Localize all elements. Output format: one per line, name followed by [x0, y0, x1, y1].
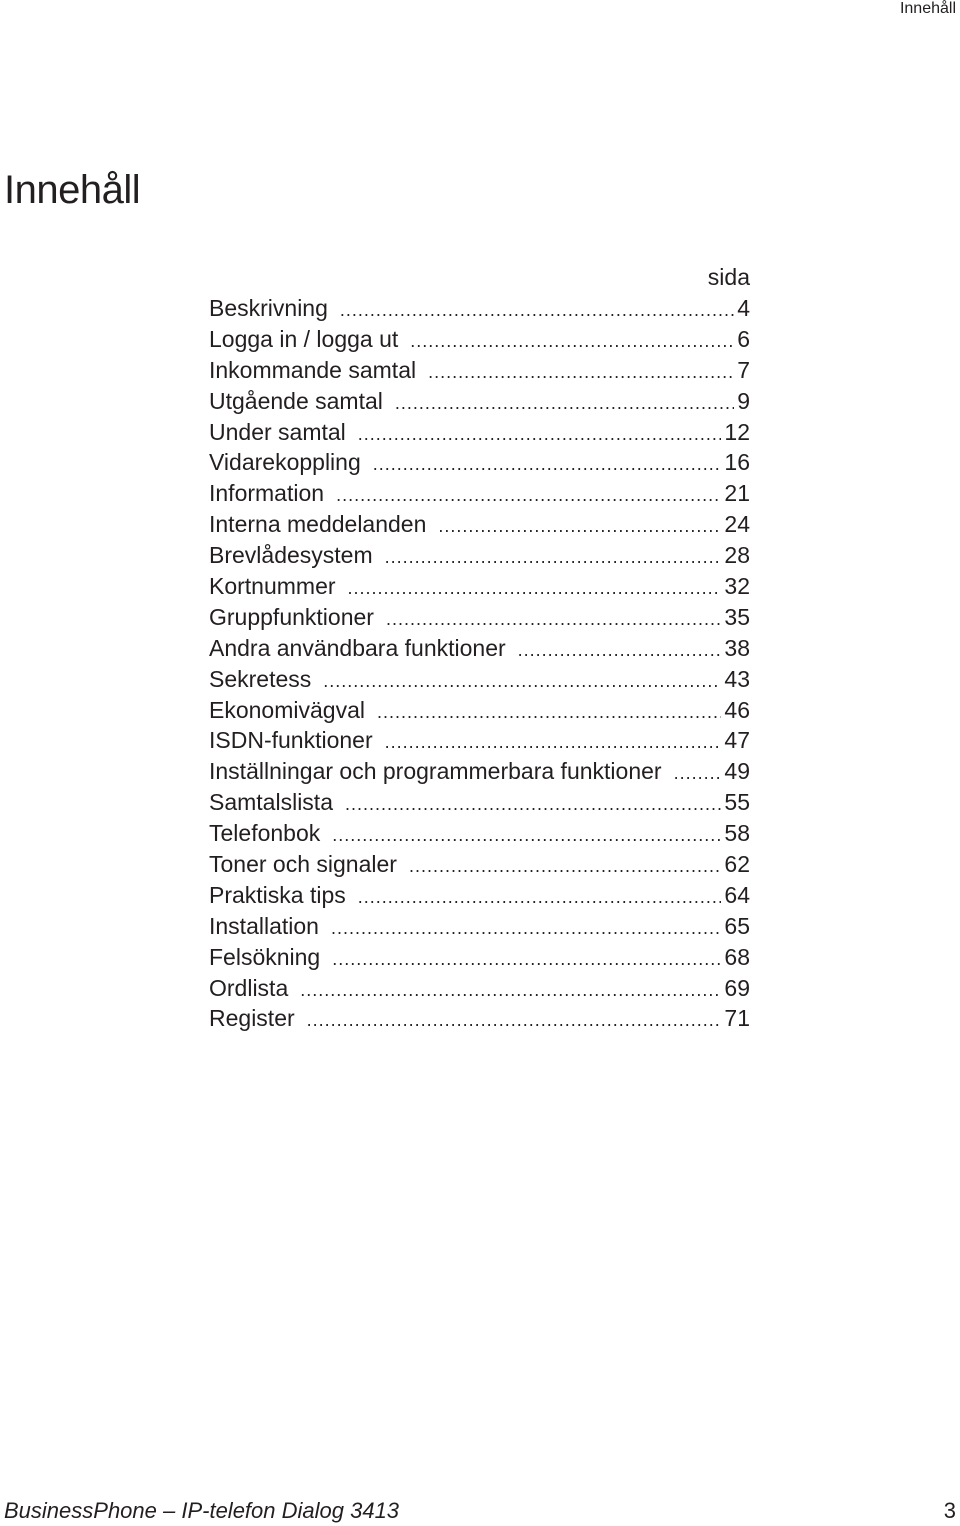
toc-leader-dots — [385, 727, 722, 756]
toc-column-header: sida — [707, 264, 750, 290]
toc-entry-label: Ordlista — [209, 974, 289, 1001]
toc-entry[interactable] — [209, 540, 750, 571]
toc-entry-page: 49 — [724, 758, 750, 785]
toc-leader-dots — [395, 388, 734, 417]
toc-entry-page: 38 — [724, 634, 750, 661]
toc-leader-dots — [386, 604, 721, 633]
toc-entry-page: 7 — [737, 356, 750, 383]
toc-leader-dots — [348, 573, 722, 602]
toc-leader-dots — [410, 326, 734, 355]
toc-entry[interactable] — [209, 509, 750, 540]
toc-leader-dots — [377, 697, 721, 726]
toc-entry-label: Toner och signaler — [209, 851, 397, 878]
toc-entry-page: 4 — [737, 295, 750, 321]
toc-entry-label: Interna meddelanden — [209, 511, 427, 538]
toc-entry[interactable] — [209, 386, 750, 417]
toc-entry-page: 32 — [724, 573, 750, 600]
toc-entry[interactable] — [209, 911, 750, 942]
toc-entry-page: 71 — [724, 1005, 750, 1032]
toc-entry[interactable] — [209, 880, 750, 911]
toc-entry[interactable] — [209, 571, 750, 602]
toc-entry-page: 9 — [737, 387, 750, 414]
toc-leader-dots — [340, 295, 734, 324]
toc-entry-label: Information — [209, 480, 325, 507]
toc-entry[interactable] — [209, 602, 750, 633]
toc-entry[interactable] — [209, 478, 750, 509]
toc-entry[interactable] — [209, 849, 750, 880]
toc-leader-dots — [331, 913, 721, 942]
toc-entry-label: Under samtal — [209, 418, 346, 445]
toc-entry-page: 16 — [724, 449, 750, 476]
toc-entry-page: 35 — [724, 603, 750, 630]
toc-entry-label: ISDN-funktioner — [209, 727, 373, 754]
toc-entry-label: Felsökning — [209, 943, 321, 970]
toc-entry-label: Kortnummer — [209, 573, 336, 600]
toc-entry-page: 6 — [737, 325, 750, 352]
toc-entry-page: 47 — [724, 727, 750, 754]
toc-entry[interactable] — [209, 973, 750, 1004]
running-footer: BusinessPhone – IP-telefon Dialog 3413 — [4, 1498, 400, 1523]
toc-entry[interactable] — [209, 942, 750, 973]
toc-entry-label: Andra användbara funktioner — [209, 634, 506, 661]
toc-leader-dots — [518, 635, 722, 664]
toc-leader-dots — [428, 357, 734, 386]
toc-entry-label: Brevlådesystem — [209, 542, 373, 569]
toc-entry[interactable] — [209, 293, 750, 324]
page-title: Innehåll — [4, 168, 141, 212]
toc-entry-page: 24 — [724, 511, 750, 538]
table-of-contents — [209, 262, 750, 1034]
toc-entry-page: 12 — [724, 418, 750, 445]
toc-leader-dots — [358, 419, 722, 448]
toc-leader-dots — [385, 542, 722, 571]
toc-leader-dots — [336, 480, 721, 509]
running-header: Innehåll — [899, 0, 956, 17]
toc-entry[interactable] — [209, 818, 750, 849]
toc-entry-page: 64 — [724, 881, 750, 908]
toc-entry-page: 62 — [724, 851, 750, 878]
toc-entry-page: 21 — [724, 480, 750, 507]
toc-entry-page: 68 — [724, 943, 750, 970]
toc-entry-page: 55 — [724, 789, 750, 816]
page-number: 3 — [943, 1498, 956, 1523]
toc-leader-dots — [345, 789, 721, 818]
toc-entry[interactable] — [209, 787, 750, 818]
toc-entry-label: Logga in / logga ut — [209, 325, 399, 352]
toc-leader-dots — [307, 1005, 722, 1034]
toc-entry-label: Inställningar och programmerbara funktioner — [209, 758, 662, 785]
toc-entry[interactable] — [209, 633, 750, 664]
toc-entry[interactable] — [209, 664, 750, 695]
toc-entry[interactable] — [209, 447, 750, 478]
toc-entry-page: 65 — [724, 912, 750, 939]
toc-entry-label: Telefonbok — [209, 820, 321, 847]
toc-entry-label: Samtalslista — [209, 789, 333, 816]
toc-entry-label: Ekonomivägval — [209, 696, 365, 723]
toc-leader-dots — [332, 820, 721, 849]
toc-entry-page: 46 — [724, 696, 750, 723]
toc-leader-dots — [323, 666, 721, 695]
toc-entry-page: 58 — [724, 820, 750, 847]
toc-entry[interactable] — [209, 756, 750, 787]
toc-entry[interactable] — [209, 355, 750, 386]
toc-entry[interactable] — [209, 417, 750, 448]
toc-entry-label: Sekretess — [209, 665, 312, 692]
toc-entry-label: Installation — [209, 912, 319, 939]
toc-leader-dots — [358, 882, 722, 911]
toc-entry-page: 43 — [724, 665, 750, 692]
toc-entry[interactable] — [209, 1003, 750, 1034]
toc-entry-page: 69 — [724, 974, 750, 1001]
toc-entry-label: Register — [209, 1005, 295, 1032]
toc-leader-dots — [674, 758, 722, 787]
toc-leader-dots — [373, 449, 722, 478]
toc-entry[interactable] — [209, 324, 750, 355]
toc-leader-dots — [332, 944, 721, 973]
toc-entry[interactable] — [209, 695, 750, 726]
toc-leader-dots — [438, 511, 721, 540]
toc-entry-page: 28 — [724, 542, 750, 569]
toc-entry-label: Gruppfunktioner — [209, 603, 374, 630]
toc-entry-label: Utgående samtal — [209, 387, 383, 414]
toc-entry[interactable] — [209, 725, 750, 756]
toc-entry-label: Vidarekoppling — [209, 449, 361, 476]
toc-entry-label: Praktiska tips — [209, 881, 346, 908]
toc-list — [209, 293, 750, 1034]
toc-entry-label: Inkommande samtal — [209, 356, 417, 383]
toc-leader-dots — [300, 975, 721, 1004]
toc-entry-label: Beskrivning — [209, 295, 328, 321]
toc-leader-dots — [409, 851, 721, 880]
